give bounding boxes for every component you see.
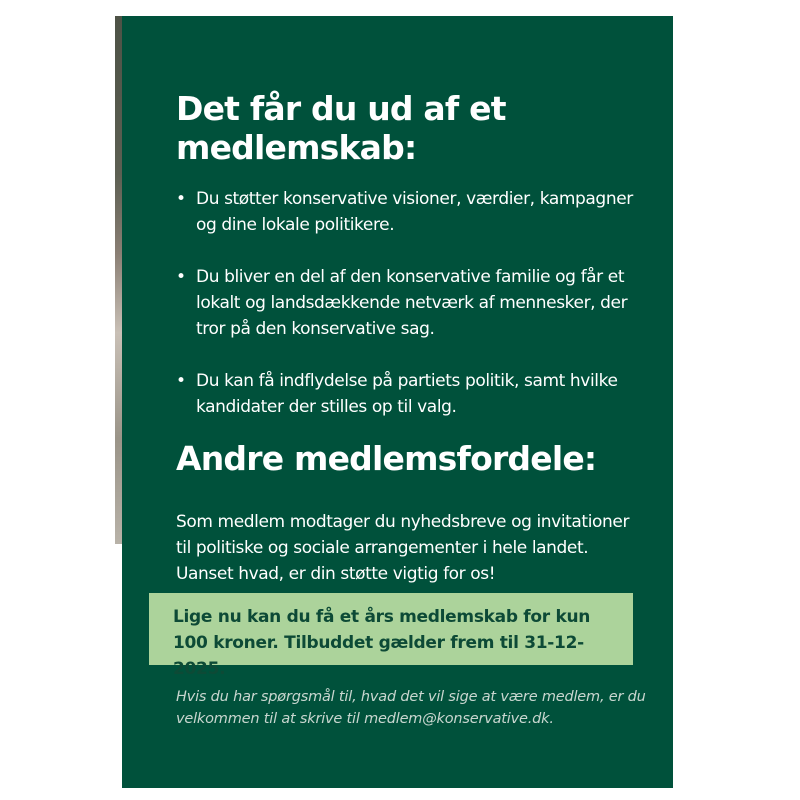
bullet-icon: • xyxy=(176,371,186,391)
benefits-list xyxy=(174,186,634,446)
benefit-text: Du støtter konservative visioner, værdier, kampagner og dine lokale politikere. xyxy=(196,189,633,235)
offer-text: Lige nu kan du få et års medlemskab for kun 100 kroner. Tilbuddet gælder frem til 31-12-2025. xyxy=(173,607,591,679)
benefit-item xyxy=(174,368,634,420)
benefit-item xyxy=(174,186,634,238)
offer-box xyxy=(149,593,633,679)
benefit-text: Du bliver en del af den konservative familie og får et lokalt og landsdækkende netværk af mennesker, der tror på den konservative sag. xyxy=(196,267,628,339)
benefit-item xyxy=(174,264,634,342)
bullet-icon: • xyxy=(176,189,186,209)
membership-info-panel xyxy=(122,16,673,788)
contact-note: Hvis du har spørgsmål til, hvad det vil sige at være medlem, er du velkommen til at skrive til medlem@konservative.dk. xyxy=(176,689,646,727)
other-benefits-heading: Andre medlemsfordele: xyxy=(176,439,597,478)
benefit-text: Du kan få indflydelse på partiets politik, samt hvilke kandidater der stilles op til valg. xyxy=(196,371,618,417)
benefits-heading: Det får du ud af et medlemskab: xyxy=(176,89,506,167)
other-benefits-text: Som medlem modtager du nyhedsbreve og invitationer til politiske og sociale arrangementer i hele landet. Uanset hvad, er din støtte vigtig for os! xyxy=(176,512,630,584)
bullet-icon: • xyxy=(176,267,186,287)
